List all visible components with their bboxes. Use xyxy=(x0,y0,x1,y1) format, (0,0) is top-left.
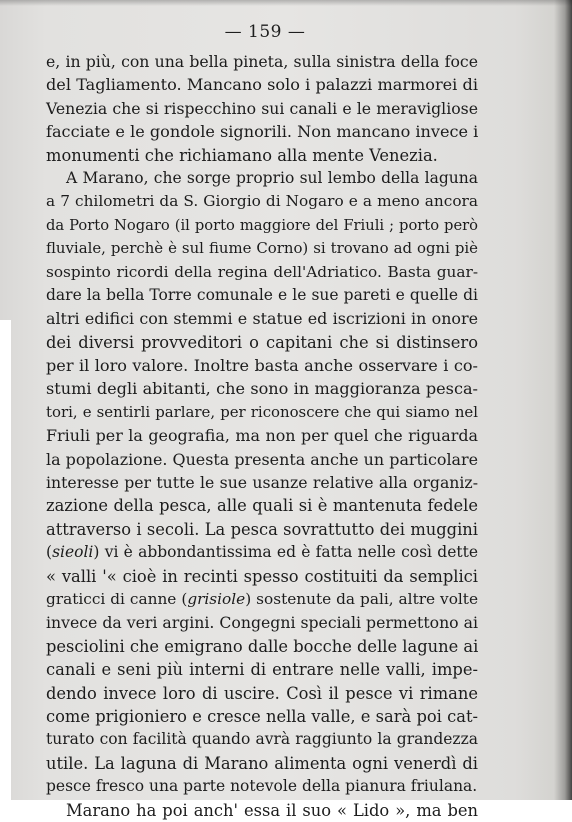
italic-term: sieoli xyxy=(52,543,94,562)
text-line: tori, e sentirli parlare, per riconoscere che qui siamo nel xyxy=(46,402,478,421)
text-line: monumenti che richiamano alla mente Venezia. xyxy=(46,145,438,165)
text-line: Marano ha poi anch' essa il suo « Lido », ma ben xyxy=(66,800,478,820)
text-line: invece da veri argini. Congegni speciali permettono ai xyxy=(46,613,478,633)
italic-term: grisiole xyxy=(187,589,246,608)
text-line: da Porto Nogaro (il porto maggiore del Friuli ; porto però xyxy=(46,216,478,234)
text-line: canali e seni più interni di entrare nelle valli, impe- xyxy=(46,660,478,680)
text-line: la popolazione. Questa presenta anche un particolare xyxy=(46,449,478,469)
text-line: Venezia che si rispecchino sui canali e le meravigliose xyxy=(46,98,478,118)
text-line: altri edifici con stemmi e statue ed iscrizioni in onore xyxy=(46,309,478,329)
text-line: dei diversi provveditori o capitani che si distinsero xyxy=(46,332,478,352)
binding-shadow xyxy=(554,0,572,800)
body-text xyxy=(46,50,478,822)
text-line: pesciolini che emigrano dalle bocche delle lagune ai xyxy=(46,636,479,656)
text-line: interesse per tutte le sue usanze relative alla organiz- xyxy=(46,473,478,493)
top-edge-shadow xyxy=(0,0,572,6)
text-line: dare la bella Torre comunale e le sue pareti e quelle di xyxy=(46,285,478,304)
text-line: come prigioniero e cresce nella valle, e sarà poi cat- xyxy=(46,706,478,726)
text-line: attraverso i secoli. La pesca sovrattutto dei muggini xyxy=(46,519,478,539)
text-line: zazione della pesca, alle quali si è mantenuta fedele xyxy=(46,496,478,516)
text-line: a 7 chilometri da S. Giorgio di Nogaro e a meno ancora xyxy=(46,192,478,211)
left-margin-strip xyxy=(0,320,11,800)
text-line: stumi degli abitanti, che sono in maggioranza pesca- xyxy=(46,379,478,399)
text-line: graticci di canne (grisiole) sostenute da pali, altre volte xyxy=(46,589,478,608)
text-line: dendo invece loro di uscire. Così il pesce vi rimane xyxy=(46,683,478,703)
page-number: — 159 — xyxy=(224,22,306,42)
text-line: turato con facilità quando avrà raggiunto la grandezza xyxy=(46,730,478,749)
text-line: sospinto ricordi della regina dell'Adriatico. Basta guar- xyxy=(46,262,478,281)
text-line: del Tagliamento. Mancano solo i palazzi marmorei di xyxy=(46,75,478,95)
text-line: A Marano, che sorge proprio sul lembo della laguna xyxy=(66,168,478,187)
text-line: e, in più, con una bella pineta, sulla sinistra della foce xyxy=(46,52,478,71)
text-line: Friuli per la geografia, ma non per quel che riguarda xyxy=(46,426,478,446)
text-line: fluviale, perchè è sul fiume Corno) si trovano ad ogni piè xyxy=(46,239,478,258)
text-line: utile. La laguna di Marano alimenta ogni venerdì di xyxy=(46,753,478,773)
text-line: « valli '« cioè in recinti spesso costituiti da semplici xyxy=(46,566,478,586)
text-line: (sieoli) vi è abbondantissima ed è fatta nelle così dette xyxy=(46,543,478,562)
text-line: facciate e le gondole signorili. Non mancano invece i xyxy=(46,122,479,142)
text-line: per il loro valore. Inoltre basta anche osservare i co- xyxy=(46,356,478,376)
text-line: pesce fresco una parte notevole della pianura friulana. xyxy=(46,777,478,796)
